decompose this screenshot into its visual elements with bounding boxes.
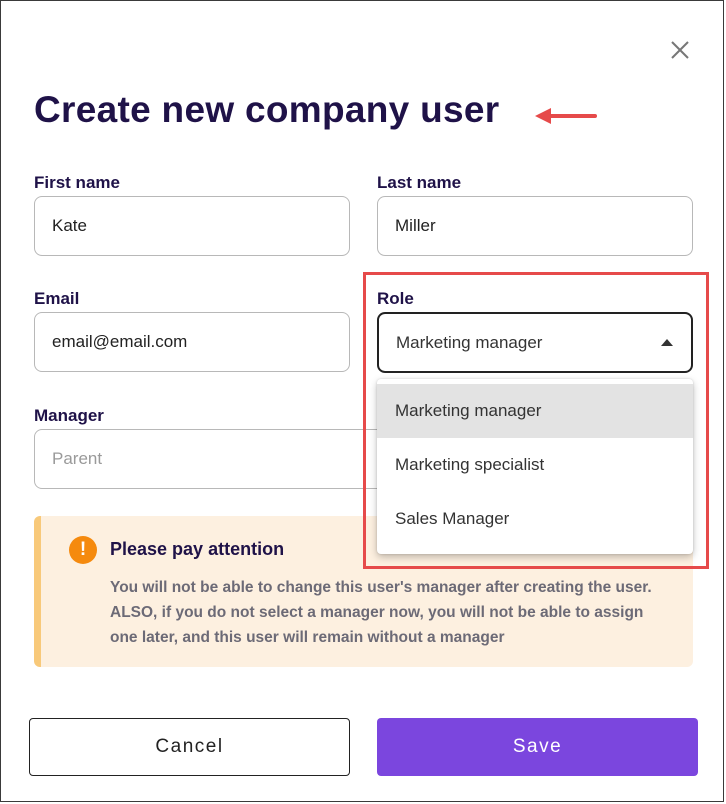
role-dropdown-menu bbox=[377, 379, 693, 554]
first-name-label: First name bbox=[34, 173, 120, 192]
role-select-value: Marketing manager bbox=[396, 332, 543, 352]
email-label: Email bbox=[34, 289, 80, 308]
dialog-title: Create new company user bbox=[34, 89, 500, 130]
annotation-arrow-icon bbox=[533, 105, 599, 127]
role-label: Role bbox=[377, 289, 414, 308]
caret-up-icon bbox=[661, 339, 673, 346]
role-option-sales-manager[interactable]: Sales Manager bbox=[395, 509, 510, 528]
notice-body: You will not be able to change this user's manager after creating the user. ALSO, if you do not select a manager now, you will not be able to assign one later, and this user will remain without a manager bbox=[110, 579, 652, 646]
last-name-input[interactable]: Miller bbox=[377, 196, 693, 256]
last-name-label: Last name bbox=[377, 173, 462, 192]
role-option-marketing-specialist[interactable]: Marketing specialist bbox=[395, 455, 545, 474]
notice-title: Please pay attention bbox=[110, 539, 285, 559]
email-input[interactable]: email@email.com bbox=[34, 312, 350, 372]
close-icon[interactable] bbox=[671, 41, 689, 59]
first-name-input[interactable]: Kate bbox=[34, 196, 350, 256]
cancel-button[interactable]: Cancel bbox=[29, 718, 350, 776]
role-option-marketing-manager[interactable]: Marketing manager bbox=[377, 384, 693, 438]
manager-label: Manager bbox=[34, 406, 104, 425]
role-select[interactable] bbox=[377, 312, 693, 373]
warning-icon: ! bbox=[69, 536, 97, 564]
manager-input[interactable]: Parent bbox=[34, 429, 394, 489]
save-button[interactable]: Save bbox=[377, 718, 698, 776]
close-button[interactable] bbox=[667, 37, 693, 63]
